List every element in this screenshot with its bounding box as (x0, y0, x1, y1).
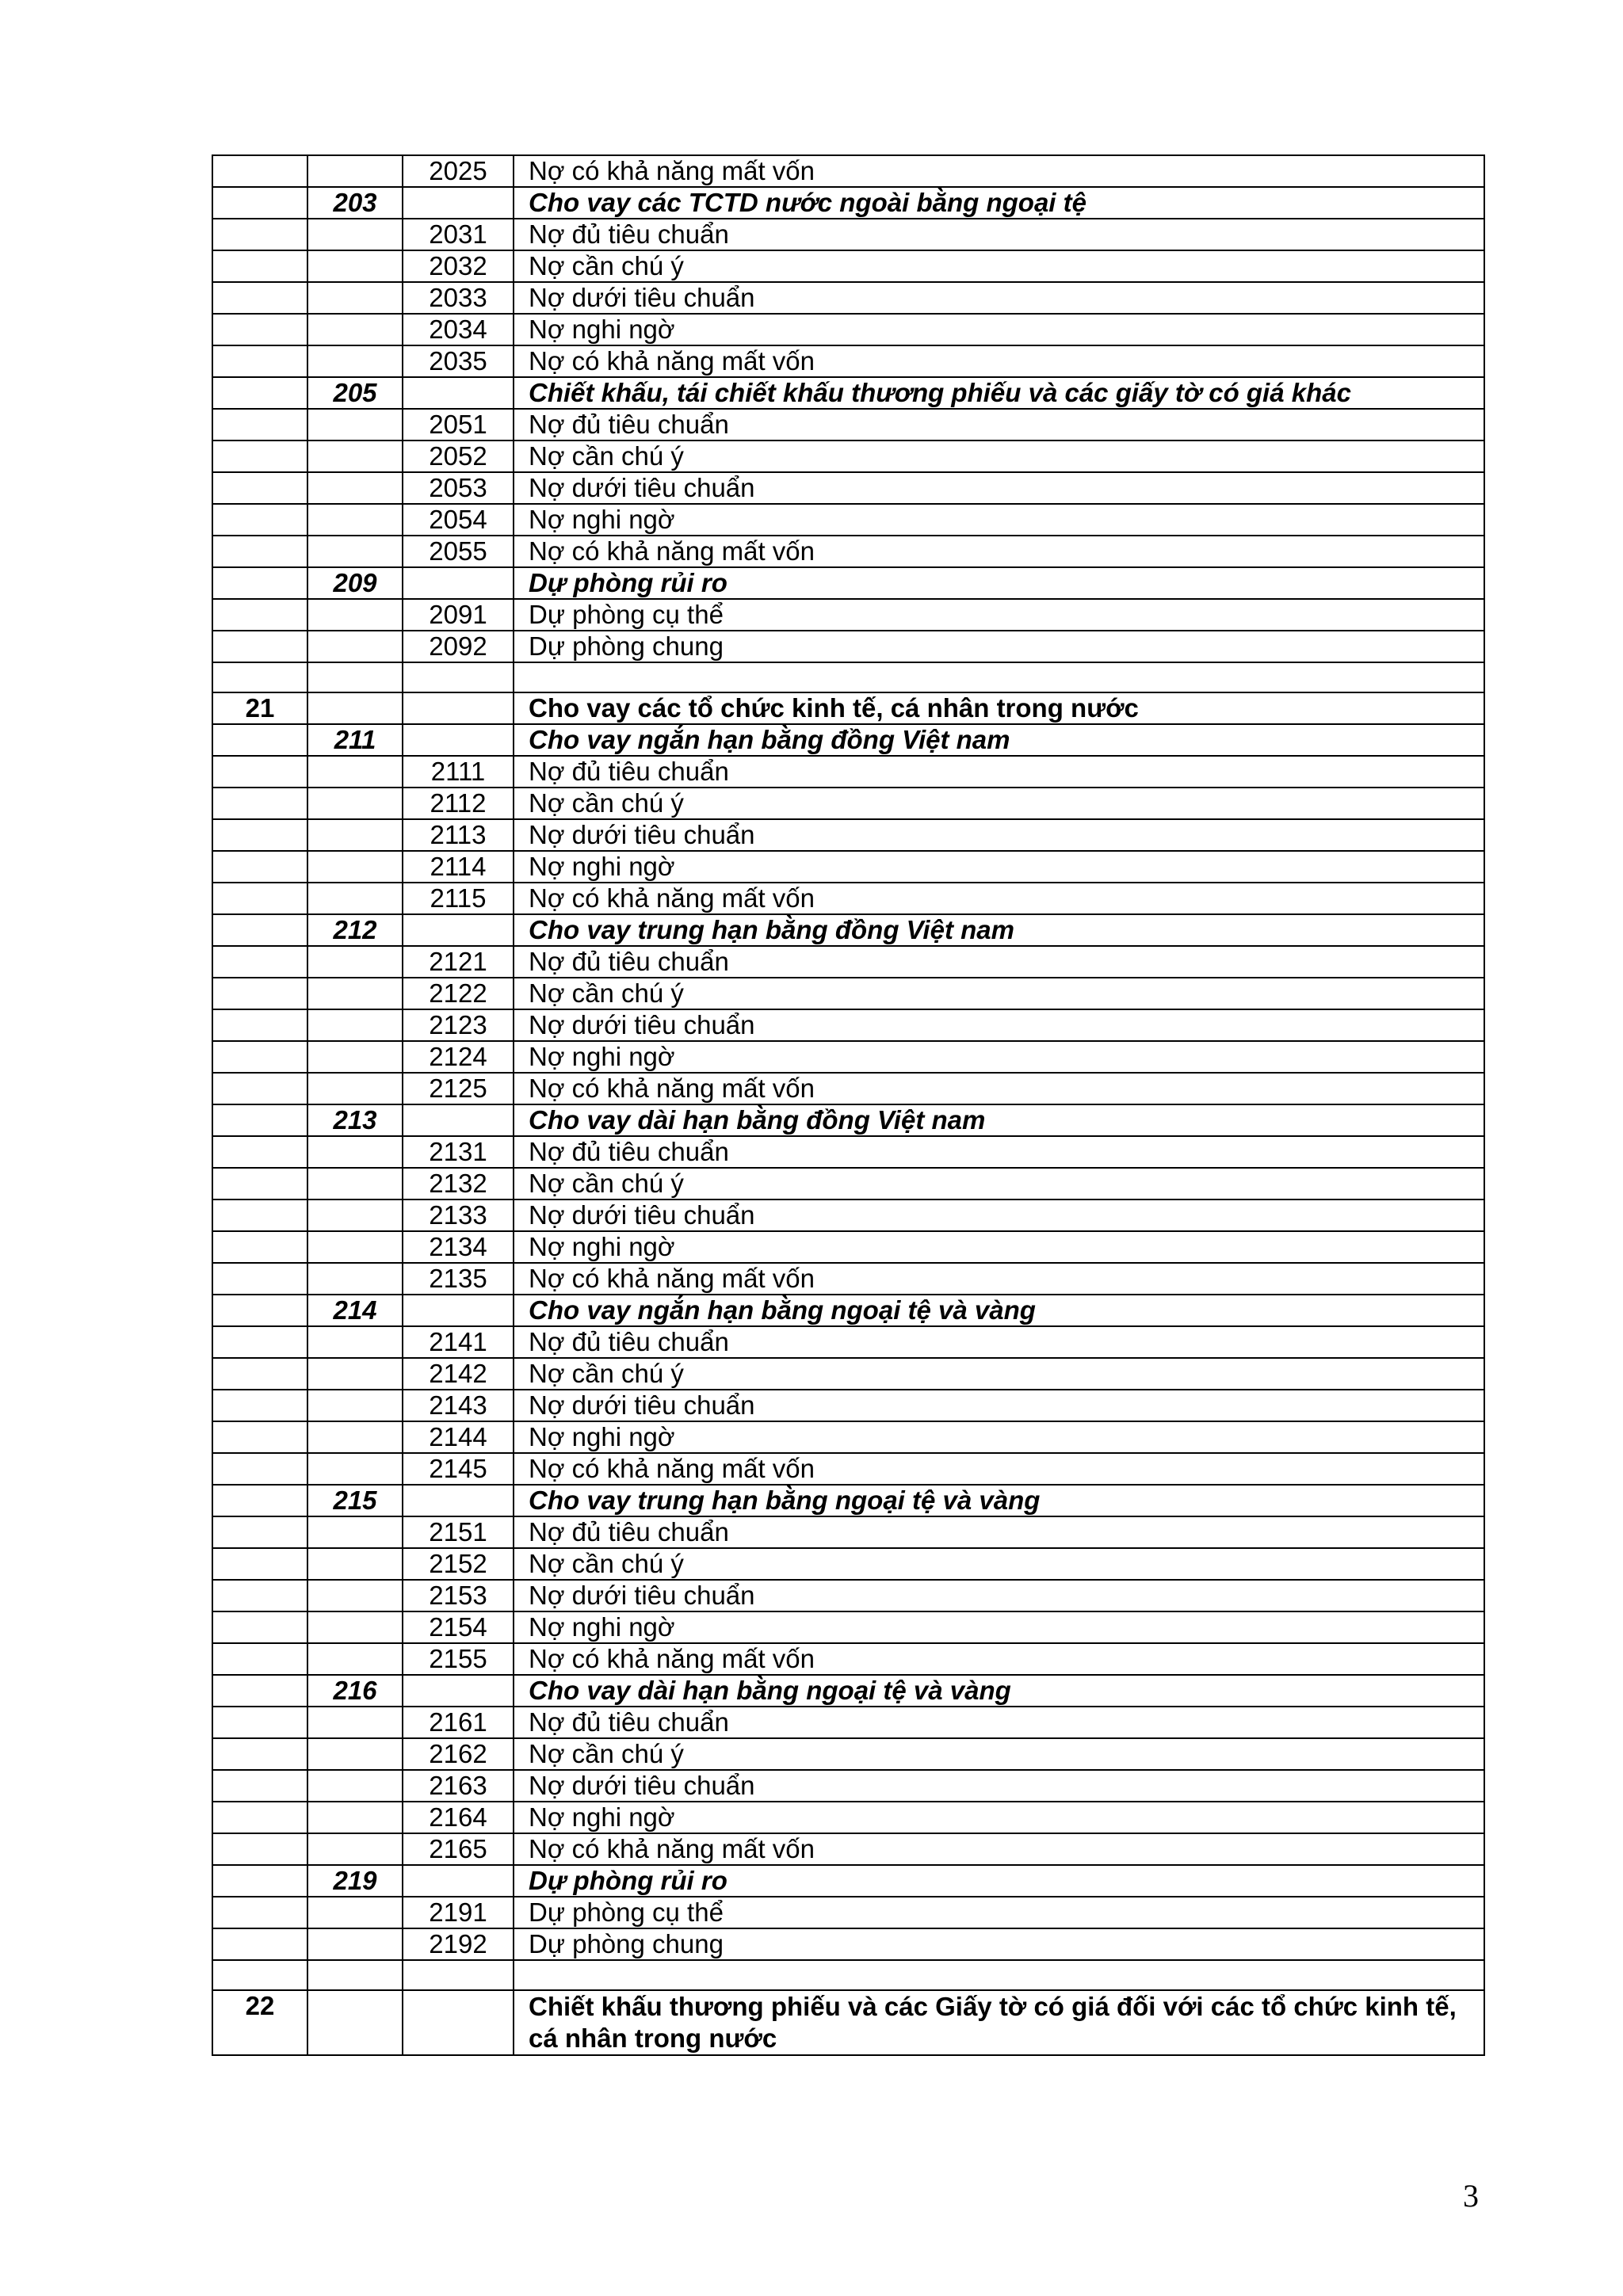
group-code-cell (212, 155, 307, 187)
account-name-cell: Cho vay trung hạn bằng đồng Việt nam (514, 914, 1484, 946)
subgroup-code-cell (307, 1516, 403, 1548)
table-row (212, 155, 1484, 187)
group-code-cell (212, 1802, 307, 1833)
account-name-cell: Dự phòng chung (514, 1928, 1484, 1960)
group-code-cell (212, 472, 307, 504)
table-row (212, 1041, 1484, 1073)
group-code-cell (212, 314, 307, 345)
section-row (212, 692, 1484, 724)
group-code-cell (212, 1199, 307, 1231)
account-code-cell (403, 1990, 514, 2055)
subsection-row (212, 567, 1484, 599)
table-row (212, 345, 1484, 377)
account-name-cell: Cho vay trung hạn bằng ngoại tệ và vàng (514, 1485, 1484, 1516)
group-code-cell (212, 1643, 307, 1675)
group-code-cell (212, 914, 307, 946)
account-name-cell: Nợ cần chú ý (514, 1738, 1484, 1770)
subsection-row (212, 1675, 1484, 1707)
account-code-cell: 2053 (403, 472, 514, 504)
group-code-cell (212, 1263, 307, 1295)
account-name-cell: Dự phòng cụ thể (514, 599, 1484, 631)
group-code-cell (212, 1865, 307, 1897)
account-code-cell: 2055 (403, 536, 514, 567)
table-row (212, 1390, 1484, 1421)
account-code-cell: 2165 (403, 1833, 514, 1865)
subgroup-code-cell (307, 1231, 403, 1263)
account-code-cell (403, 1485, 514, 1516)
subgroup-code-cell (307, 441, 403, 472)
account-name-cell: Cho vay dài hạn bằng đồng Việt nam (514, 1104, 1484, 1136)
group-code-cell (212, 377, 307, 409)
table-row (212, 1358, 1484, 1390)
table-row (212, 883, 1484, 914)
account-name-cell: Nợ đủ tiêu chuẩn (514, 1326, 1484, 1358)
page-number: 3 (1463, 2178, 1479, 2214)
account-code-cell (403, 692, 514, 724)
account-code-cell: 2143 (403, 1390, 514, 1421)
subgroup-code-cell: 209 (307, 567, 403, 599)
subgroup-code-cell (307, 1073, 403, 1104)
account-name-cell: Nợ có khả năng mất vốn (514, 883, 1484, 914)
group-code-cell (212, 1738, 307, 1770)
account-code-cell (403, 377, 514, 409)
account-code-cell: 2155 (403, 1643, 514, 1675)
account-name-cell (514, 662, 1484, 692)
table-row (212, 1136, 1484, 1168)
subgroup-code-cell (307, 1041, 403, 1073)
account-code-cell: 2141 (403, 1326, 514, 1358)
group-code-cell (212, 1675, 307, 1707)
subgroup-code-cell (307, 1199, 403, 1231)
group-code-cell (212, 441, 307, 472)
subgroup-code-cell (307, 883, 403, 914)
account-code-cell: 2115 (403, 883, 514, 914)
blank-row (212, 1960, 1484, 1990)
subgroup-code-cell (307, 1738, 403, 1770)
account-name-cell: Nợ có khả năng mất vốn (514, 1643, 1484, 1675)
blank-row (212, 662, 1484, 692)
account-code-cell: 2154 (403, 1611, 514, 1643)
account-code-cell: 2091 (403, 599, 514, 631)
group-code-cell (212, 1960, 307, 1990)
account-code-cell: 2025 (403, 155, 514, 187)
table-row (212, 1516, 1484, 1548)
subgroup-code-cell (307, 1548, 403, 1580)
account-code-cell: 2031 (403, 219, 514, 250)
account-name-cell: Chiết khấu, tái chiết khấu thương phiếu và các giấy tờ có giá khác (514, 377, 1484, 409)
group-code-cell (212, 282, 307, 314)
account-name-cell: Dự phòng cụ thể (514, 1897, 1484, 1928)
account-code-cell (403, 1295, 514, 1326)
subsection-row (212, 1104, 1484, 1136)
account-name-cell: Nợ dưới tiêu chuẩn (514, 819, 1484, 851)
accounts-table (212, 154, 1485, 2056)
subgroup-code-cell (307, 504, 403, 536)
account-code-cell: 2132 (403, 1168, 514, 1199)
subsection-row (212, 724, 1484, 756)
account-code-cell: 2113 (403, 819, 514, 851)
account-code-cell: 2164 (403, 1802, 514, 1833)
account-name-cell: Nợ cần chú ý (514, 441, 1484, 472)
subgroup-code-cell (307, 1960, 403, 1990)
table-row (212, 946, 1484, 978)
account-code-cell (403, 662, 514, 692)
subgroup-code-cell: 219 (307, 1865, 403, 1897)
group-code-cell (212, 599, 307, 631)
account-name-cell: Nợ nghi ngờ (514, 1231, 1484, 1263)
account-name-cell: Nợ đủ tiêu chuẩn (514, 946, 1484, 978)
subgroup-code-cell (307, 1263, 403, 1295)
account-name-cell: Nợ đủ tiêu chuẩn (514, 409, 1484, 441)
group-code-cell (212, 1136, 307, 1168)
account-code-cell: 2191 (403, 1897, 514, 1928)
table-row (212, 1263, 1484, 1295)
subgroup-code-cell (307, 536, 403, 567)
table-row (212, 1897, 1484, 1928)
table-row (212, 441, 1484, 472)
group-code-cell (212, 1611, 307, 1643)
group-code-cell (212, 1168, 307, 1199)
table-row (212, 1168, 1484, 1199)
group-code-cell (212, 631, 307, 662)
account-name-cell: Nợ có khả năng mất vốn (514, 536, 1484, 567)
account-code-cell: 2134 (403, 1231, 514, 1263)
group-code-cell (212, 1009, 307, 1041)
account-name-cell: Nợ dưới tiêu chuẩn (514, 1770, 1484, 1802)
subgroup-code-cell (307, 250, 403, 282)
subgroup-code-cell (307, 631, 403, 662)
account-code-cell: 2122 (403, 978, 514, 1009)
account-name-cell: Nợ nghi ngờ (514, 504, 1484, 536)
group-code-cell (212, 756, 307, 788)
account-name-cell: Nợ đủ tiêu chuẩn (514, 1516, 1484, 1548)
group-code-cell (212, 187, 307, 219)
account-name-cell: Chiết khấu thương phiếu và các Giấy tờ có giá đối với các tổ chức kinh tế, cá nhân trong nước (514, 1990, 1484, 2055)
group-code-cell (212, 1707, 307, 1738)
account-name-cell: Cho vay các TCTD nước ngoài bằng ngoại tệ (514, 187, 1484, 219)
account-name-cell: Nợ đủ tiêu chuẩn (514, 1136, 1484, 1168)
account-code-cell: 2162 (403, 1738, 514, 1770)
account-name-cell: Nợ cần chú ý (514, 1358, 1484, 1390)
account-name-cell: Nợ dưới tiêu chuẩn (514, 472, 1484, 504)
account-name-cell: Nợ dưới tiêu chuẩn (514, 1199, 1484, 1231)
section-row (212, 1990, 1484, 2055)
table-row (212, 599, 1484, 631)
subgroup-code-cell: 205 (307, 377, 403, 409)
group-code-cell (212, 1833, 307, 1865)
table-row (212, 1802, 1484, 1833)
group-code-cell (212, 1358, 307, 1390)
account-code-cell (403, 1104, 514, 1136)
account-code-cell: 2052 (403, 441, 514, 472)
group-code-cell (212, 1041, 307, 1073)
account-code-cell: 2142 (403, 1358, 514, 1390)
account-name-cell: Nợ cần chú ý (514, 1168, 1484, 1199)
account-code-cell: 2133 (403, 1199, 514, 1231)
account-name-cell: Nợ dưới tiêu chuẩn (514, 282, 1484, 314)
subsection-row (212, 187, 1484, 219)
subgroup-code-cell (307, 1421, 403, 1453)
subgroup-code-cell (307, 1168, 403, 1199)
subgroup-code-cell (307, 1928, 403, 1960)
account-name-cell: Cho vay các tổ chức kinh tế, cá nhân trong nước (514, 692, 1484, 724)
group-code-cell (212, 788, 307, 819)
table-row (212, 1928, 1484, 1960)
subgroup-code-cell (307, 1897, 403, 1928)
account-name-cell: Nợ cần chú ý (514, 1548, 1484, 1580)
subgroup-code-cell (307, 1009, 403, 1041)
account-name-cell: Nợ cần chú ý (514, 250, 1484, 282)
subgroup-code-cell (307, 788, 403, 819)
account-name-cell: Cho vay dài hạn bằng ngoại tệ và vàng (514, 1675, 1484, 1707)
account-name-cell: Nợ có khả năng mất vốn (514, 1453, 1484, 1485)
group-code-cell (212, 883, 307, 914)
account-name-cell: Nợ dưới tiêu chuẩn (514, 1580, 1484, 1611)
group-code-cell: 21 (212, 692, 307, 724)
account-code-cell: 2144 (403, 1421, 514, 1453)
subgroup-code-cell (307, 692, 403, 724)
subgroup-code-cell (307, 282, 403, 314)
subgroup-code-cell (307, 1136, 403, 1168)
table-row (212, 250, 1484, 282)
subgroup-code-cell (307, 1358, 403, 1390)
account-name-cell: Nợ nghi ngờ (514, 1802, 1484, 1833)
group-code-cell (212, 1548, 307, 1580)
group-code-cell (212, 567, 307, 599)
subgroup-code-cell (307, 599, 403, 631)
subgroup-code-cell: 211 (307, 724, 403, 756)
subgroup-code-cell (307, 1990, 403, 2055)
account-code-cell (403, 724, 514, 756)
subgroup-code-cell (307, 1643, 403, 1675)
account-code-cell (403, 567, 514, 599)
account-code-cell: 2054 (403, 504, 514, 536)
group-code-cell (212, 1421, 307, 1453)
subgroup-code-cell (307, 1770, 403, 1802)
account-name-cell: Nợ dưới tiêu chuẩn (514, 1009, 1484, 1041)
table-row (212, 1231, 1484, 1263)
account-name-cell: Cho vay ngắn hạn bằng đồng Việt nam (514, 724, 1484, 756)
account-code-cell: 2121 (403, 946, 514, 978)
account-name-cell: Nợ có khả năng mất vốn (514, 155, 1484, 187)
group-code-cell (212, 1928, 307, 1960)
group-code-cell (212, 1453, 307, 1485)
group-code-cell (212, 1326, 307, 1358)
account-name-cell: Cho vay ngắn hạn bằng ngoại tệ và vàng (514, 1295, 1484, 1326)
account-name-cell: Nợ nghi ngờ (514, 851, 1484, 883)
subgroup-code-cell: 214 (307, 1295, 403, 1326)
table-row (212, 1326, 1484, 1358)
subsection-row (212, 1295, 1484, 1326)
subgroup-code-cell: 212 (307, 914, 403, 946)
account-name-cell: Dự phòng chung (514, 631, 1484, 662)
subgroup-code-cell: 215 (307, 1485, 403, 1516)
group-code-cell (212, 409, 307, 441)
account-name-cell: Nợ nghi ngờ (514, 1611, 1484, 1643)
table-row (212, 1707, 1484, 1738)
account-code-cell: 2123 (403, 1009, 514, 1041)
subgroup-code-cell (307, 1707, 403, 1738)
group-code-cell (212, 1770, 307, 1802)
account-code-cell (403, 1865, 514, 1897)
account-code-cell: 2192 (403, 1928, 514, 1960)
subgroup-code-cell (307, 472, 403, 504)
subgroup-code-cell (307, 851, 403, 883)
table-row (212, 1643, 1484, 1675)
subgroup-code-cell: 213 (307, 1104, 403, 1136)
group-code-cell (212, 946, 307, 978)
group-code-cell (212, 1104, 307, 1136)
account-code-cell: 2135 (403, 1263, 514, 1295)
account-code-cell: 2092 (403, 631, 514, 662)
table-row (212, 978, 1484, 1009)
account-name-cell: Nợ nghi ngờ (514, 314, 1484, 345)
subgroup-code-cell (307, 978, 403, 1009)
group-code-cell (212, 1231, 307, 1263)
subsection-row (212, 1865, 1484, 1897)
table-row (212, 1199, 1484, 1231)
account-code-cell: 2035 (403, 345, 514, 377)
subgroup-code-cell (307, 1326, 403, 1358)
group-code-cell (212, 1073, 307, 1104)
table-row (212, 472, 1484, 504)
account-code-cell: 2153 (403, 1580, 514, 1611)
subgroup-code-cell (307, 1390, 403, 1421)
table-row (212, 1009, 1484, 1041)
account-name-cell: Nợ dưới tiêu chuẩn (514, 1390, 1484, 1421)
table-row (212, 788, 1484, 819)
group-code-cell (212, 819, 307, 851)
group-code-cell (212, 345, 307, 377)
group-code-cell (212, 1485, 307, 1516)
account-code-cell: 2114 (403, 851, 514, 883)
group-code-cell (212, 504, 307, 536)
account-name-cell: Nợ đủ tiêu chuẩn (514, 219, 1484, 250)
table-row (212, 504, 1484, 536)
group-code-cell (212, 1295, 307, 1326)
table-row (212, 631, 1484, 662)
group-code-cell (212, 250, 307, 282)
table-row (212, 1073, 1484, 1104)
account-code-cell: 2151 (403, 1516, 514, 1548)
subgroup-code-cell (307, 1453, 403, 1485)
subgroup-code-cell (307, 155, 403, 187)
table-row (212, 819, 1484, 851)
subgroup-code-cell (307, 662, 403, 692)
account-code-cell (403, 1675, 514, 1707)
subgroup-code-cell (307, 756, 403, 788)
table-row (212, 282, 1484, 314)
subsection-row (212, 377, 1484, 409)
account-name-cell: Nợ có khả năng mất vốn (514, 345, 1484, 377)
subsection-row (212, 914, 1484, 946)
group-code-cell (212, 1897, 307, 1928)
group-code-cell (212, 1580, 307, 1611)
account-code-cell: 2163 (403, 1770, 514, 1802)
subgroup-code-cell (307, 946, 403, 978)
account-name-cell: Nợ có khả năng mất vốn (514, 1833, 1484, 1865)
group-code-cell: 22 (212, 1990, 307, 2055)
account-code-cell (403, 914, 514, 946)
table-row (212, 1770, 1484, 1802)
subgroup-code-cell (307, 345, 403, 377)
table-row (212, 1833, 1484, 1865)
group-code-cell (212, 851, 307, 883)
table-row (212, 1548, 1484, 1580)
account-code-cell (403, 1960, 514, 1990)
account-code-cell: 2125 (403, 1073, 514, 1104)
subgroup-code-cell (307, 1802, 403, 1833)
subgroup-code-cell (307, 409, 403, 441)
group-code-cell (212, 662, 307, 692)
account-code-cell: 2161 (403, 1707, 514, 1738)
account-name-cell: Nợ cần chú ý (514, 978, 1484, 1009)
table-row (212, 536, 1484, 567)
account-name-cell: Dự phòng rủi ro (514, 1865, 1484, 1897)
table-row (212, 314, 1484, 345)
accounts-table-body (212, 155, 1484, 2055)
table-row (212, 1611, 1484, 1643)
account-code-cell: 2131 (403, 1136, 514, 1168)
table-row (212, 1738, 1484, 1770)
account-code-cell (403, 187, 514, 219)
subgroup-code-cell (307, 819, 403, 851)
account-code-cell: 2145 (403, 1453, 514, 1485)
account-name-cell: Nợ có khả năng mất vốn (514, 1263, 1484, 1295)
group-code-cell (212, 1516, 307, 1548)
subsection-row (212, 1485, 1484, 1516)
account-code-cell: 2112 (403, 788, 514, 819)
table-row (212, 1580, 1484, 1611)
table-row (212, 1421, 1484, 1453)
account-code-cell: 2111 (403, 756, 514, 788)
table-row (212, 219, 1484, 250)
account-code-cell: 2124 (403, 1041, 514, 1073)
subgroup-code-cell: 203 (307, 187, 403, 219)
subgroup-code-cell (307, 314, 403, 345)
account-name-cell: Nợ nghi ngờ (514, 1421, 1484, 1453)
table-row (212, 409, 1484, 441)
account-name-cell: Nợ cần chú ý (514, 788, 1484, 819)
group-code-cell (212, 536, 307, 567)
table-row (212, 851, 1484, 883)
group-code-cell (212, 1390, 307, 1421)
subgroup-code-cell (307, 1833, 403, 1865)
subgroup-code-cell: 216 (307, 1675, 403, 1707)
account-code-cell: 2034 (403, 314, 514, 345)
table-row (212, 756, 1484, 788)
account-code-cell: 2032 (403, 250, 514, 282)
subgroup-code-cell (307, 219, 403, 250)
account-name-cell: Nợ đủ tiêu chuẩn (514, 756, 1484, 788)
account-code-cell: 2051 (403, 409, 514, 441)
account-code-cell: 2033 (403, 282, 514, 314)
group-code-cell (212, 724, 307, 756)
account-name-cell: Nợ có khả năng mất vốn (514, 1073, 1484, 1104)
subgroup-code-cell (307, 1611, 403, 1643)
account-name-cell: Nợ đủ tiêu chuẩn (514, 1707, 1484, 1738)
account-code-cell: 2152 (403, 1548, 514, 1580)
account-name-cell: Dự phòng rủi ro (514, 567, 1484, 599)
account-name-cell: Nợ nghi ngờ (514, 1041, 1484, 1073)
group-code-cell (212, 978, 307, 1009)
account-name-cell (514, 1960, 1484, 1990)
group-code-cell (212, 219, 307, 250)
table-row (212, 1453, 1484, 1485)
subgroup-code-cell (307, 1580, 403, 1611)
